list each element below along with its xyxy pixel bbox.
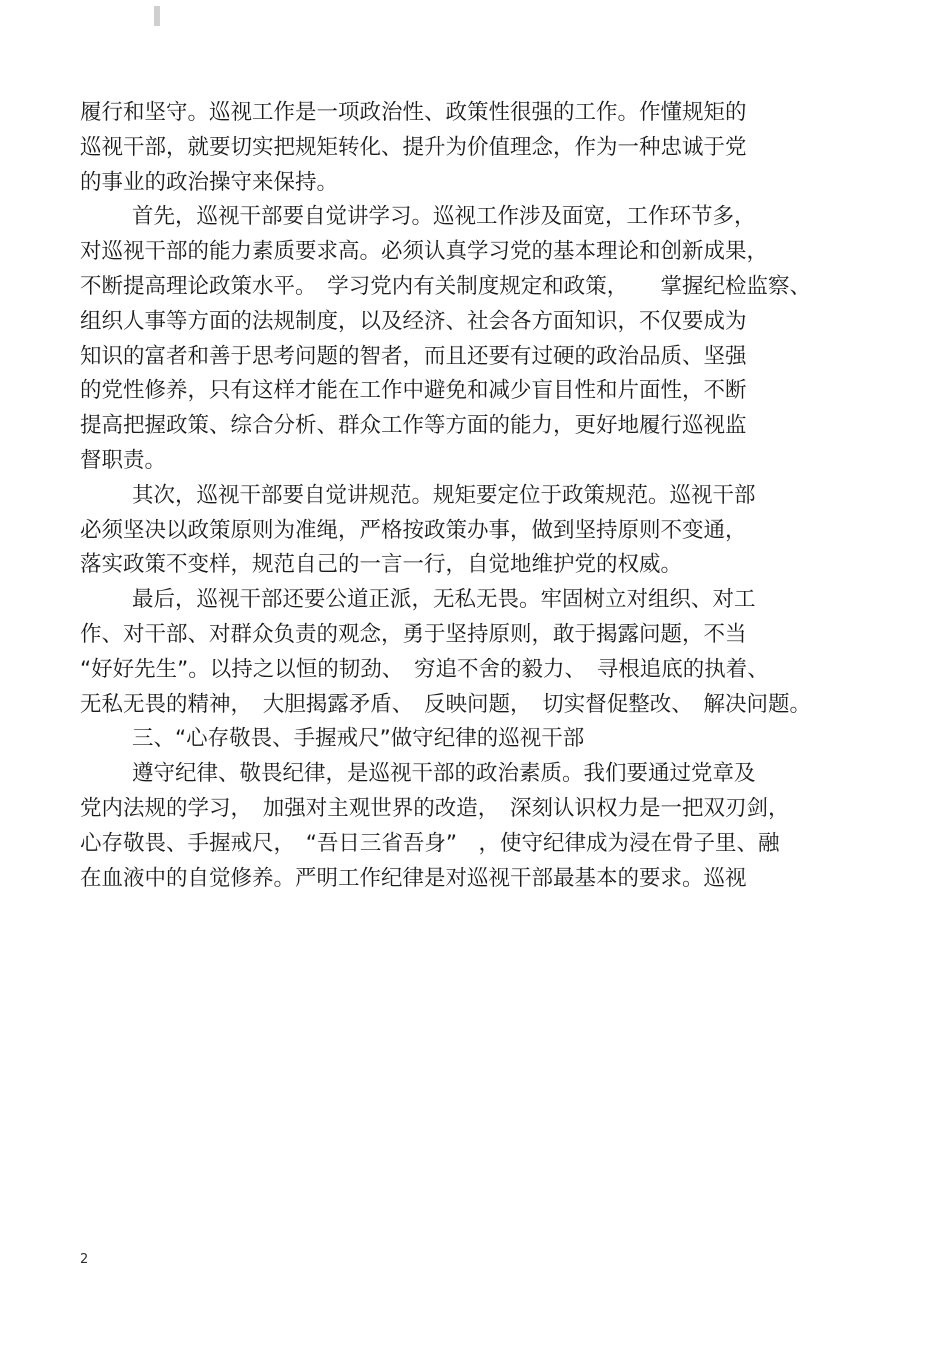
text-line: 的党性修养，只有这样才能在工作中避免和减少盲目性和片面性，不断 [80,378,747,404]
text-line: 落实政策不变样，规范自己的一言一行，自觉地维护党的权威。 [80,552,683,578]
text-line: 在血液中的自觉修养。严明工作纪律是对巡视干部最基本的要求。巡视 [80,865,747,891]
text-line: 其次，巡视干部要自觉讲规范。规矩要定位于政策规范。巡视干部 [132,482,756,508]
text-line: 无私无畏的精神， 大胆揭露矛盾、 反映问题， 切实督促整改、 解决问题。 [80,691,812,717]
text-line: 三、“心存敬畏、手握戒尺”做守纪律的巡视干部 [132,726,585,752]
text-line: 对巡视干部的能力素质要求高。必须认真学习党的基本理论和创新成果， [80,239,769,265]
text-line: 最后，巡视干部还要公道正派，无私无畏。牢固树立对组织、对工 [132,587,756,613]
text-line: 督职责。 [80,447,167,473]
scan-mark [154,6,160,26]
text-line: 不断提高理论政策水平。 学习党内有关制度规定和政策， 掌握纪检监察、 [80,273,812,299]
page-number: 2 [80,1252,89,1267]
text-line: 遵守纪律、敬畏纪律，是巡视干部的政治素质。我们要通过党章及 [132,761,756,787]
text-line: 心存敬畏、手握戒尺， “吾日三省吾身” ，使守纪律成为浸在骨子里、融 [80,830,780,856]
text-line: 的事业的政治操守来保持。 [80,169,339,195]
text-line: 履行和坚守。巡视工作是一项政治性、政策性很强的工作。作懂规矩的 [80,100,747,125]
document-body [80,96,870,896]
text-line: 组织人事等方面的法规制度，以及经济、社会各方面知识，不仅要成为 [80,308,747,334]
text-line: 首先，巡视干部要自觉讲学习。巡视工作涉及面宽，工作环节多， [132,204,756,230]
text-line: 提高把握政策、综合分析、群众工作等方面的能力，更好地履行巡视监 [80,413,747,439]
text-line: 知识的富者和善于思考问题的智者，而且还要有过硬的政治品质、坚强 [80,343,747,369]
text-line: 党内法规的学习， 加强对主观世界的改造， 深刻认识权力是一把双刃剑， [80,795,790,821]
text-line: 作、对干部、对群众负责的观念，勇于坚持原则，敢于揭露问题，不当 [80,621,747,647]
text-line: “好好先生”。以持之以恒的韧劲、 穷追不舍的毅力、 寻根追底的执着、 [80,656,769,682]
text-line: 必须坚决以政策原则为准绳，严格按政策办事，做到坚持原则不变通， [80,517,747,543]
text-line: 巡视干部，就要切实把规矩转化、提升为价值理念，作为一种忠诚于党 [80,134,747,160]
